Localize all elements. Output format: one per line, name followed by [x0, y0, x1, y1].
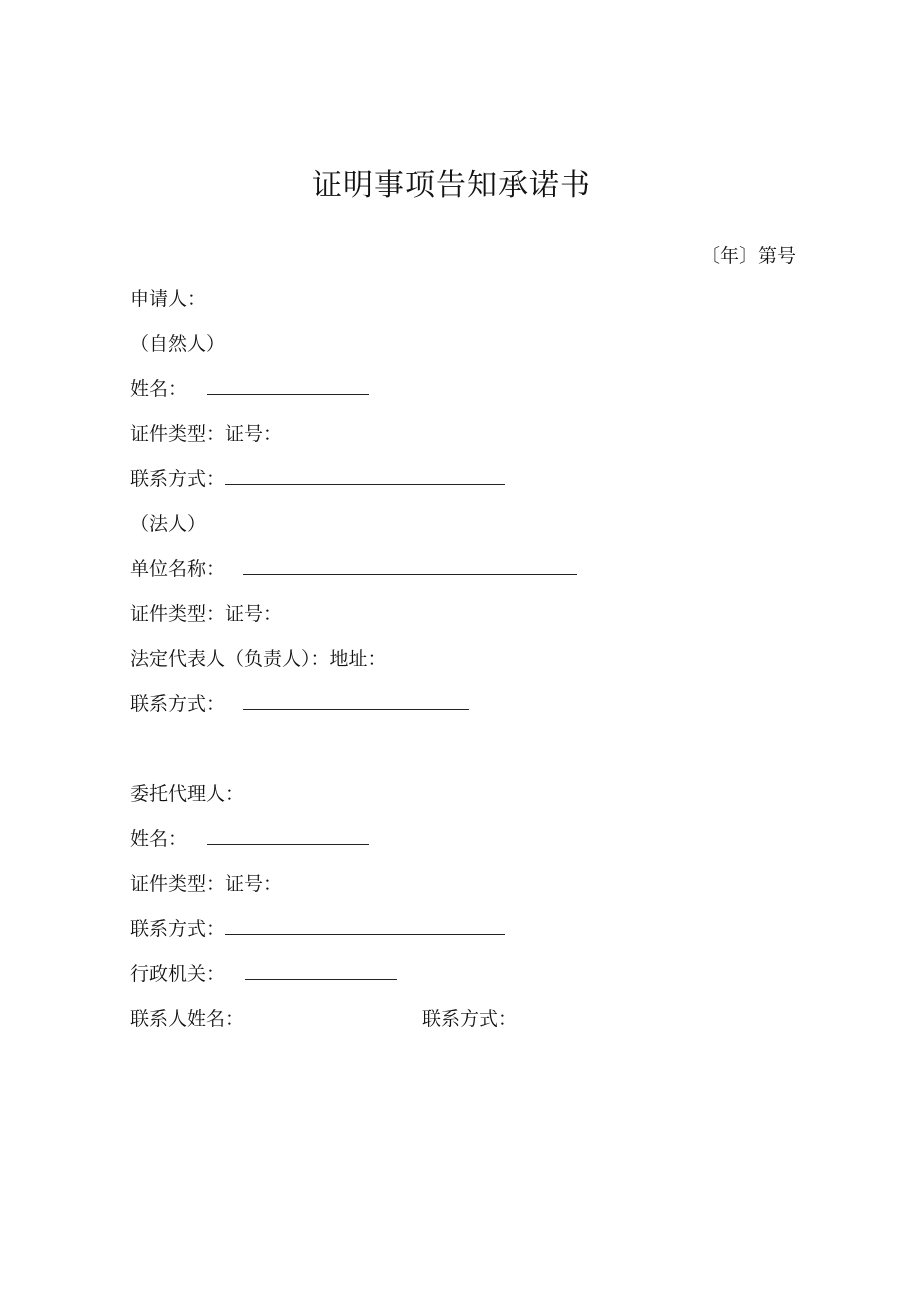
name-label: 姓名： [130, 828, 188, 850]
legal-rep-row: 法定代表人（负责人）：地址： [130, 648, 387, 670]
contact-person-name-label: 联系人姓名： [130, 1008, 245, 1030]
contact-blank-3[interactable] [225, 916, 505, 935]
admin-org-row [130, 961, 397, 987]
contact-person-row [130, 1006, 517, 1032]
contact-label: 联系方式： [130, 918, 226, 940]
contact-row-3 [130, 916, 505, 942]
org-name-row [130, 556, 577, 582]
applicant-label: 申请人： [130, 288, 207, 310]
page-title: 证明事项告知承诺书 [312, 168, 591, 203]
name-row-1 [130, 376, 369, 402]
id-type-row-2: 证件类型：证号： [130, 603, 283, 625]
contact-person-method-label: 联系方式： [422, 1008, 518, 1030]
admin-org-blank[interactable] [245, 961, 397, 980]
document-number: 〔年〕第号 [700, 245, 796, 267]
contact-blank-2[interactable] [243, 691, 469, 710]
agent-label: 委托代理人： [130, 783, 245, 805]
natural-person-heading: （自然人） [130, 333, 226, 355]
legal-person-heading: （法人） [130, 513, 207, 535]
contact-row-1 [130, 466, 505, 492]
contact-row-2 [130, 691, 469, 717]
id-type-row-1: 证件类型：证号： [130, 423, 283, 445]
name-blank-1[interactable] [207, 376, 369, 395]
contact-label: 联系方式： [130, 468, 226, 490]
id-type-row-3: 证件类型：证号： [130, 873, 283, 895]
name-row-2 [130, 826, 369, 852]
name-blank-2[interactable] [207, 826, 369, 845]
name-label: 姓名： [130, 378, 188, 400]
org-name-blank[interactable] [243, 556, 577, 575]
org-name-label: 单位名称： [130, 558, 226, 580]
contact-blank-1[interactable] [225, 466, 505, 485]
contact-label: 联系方式： [130, 693, 226, 715]
admin-org-label: 行政机关： [130, 963, 226, 985]
